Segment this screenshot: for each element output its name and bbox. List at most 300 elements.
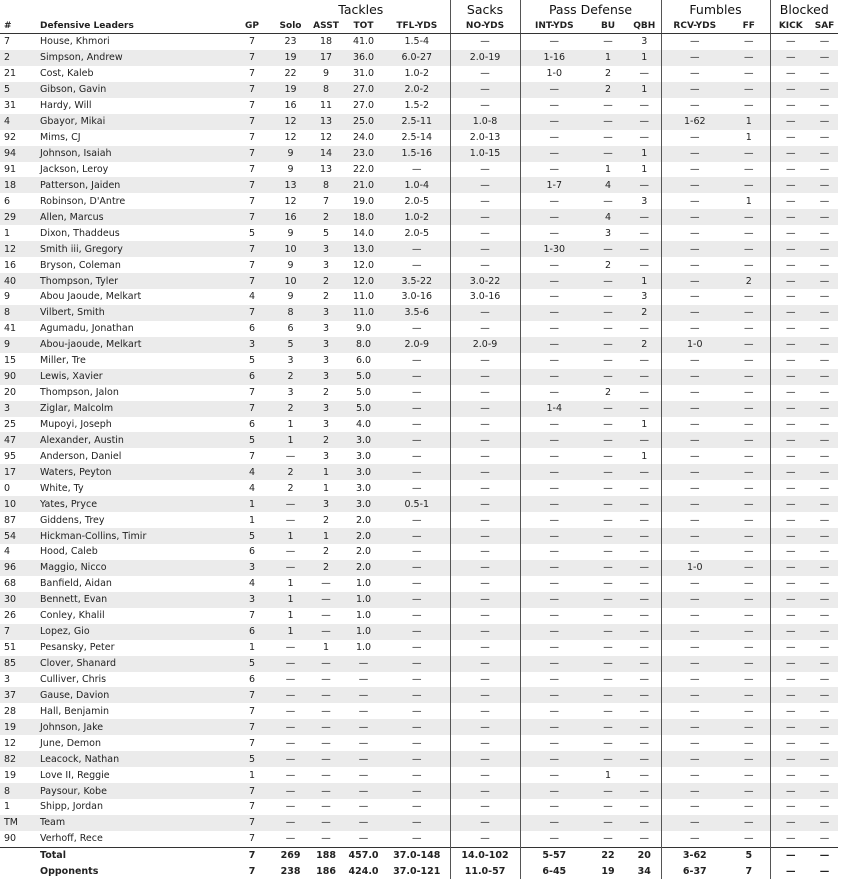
cell-asst: 12 xyxy=(319,132,333,144)
cell-gp: 6 xyxy=(232,624,272,640)
cell-int-yds: — xyxy=(520,417,588,433)
cell-number: 21 xyxy=(4,68,17,80)
cell-ff: — xyxy=(728,783,770,799)
cell-tfl-yds: — xyxy=(384,719,450,735)
cell-player-name: Johnson, Jake xyxy=(36,719,232,735)
cell-asst: 2 xyxy=(322,514,330,526)
cell-int-yds: — xyxy=(520,560,588,576)
cell-solo: 9 xyxy=(272,146,309,162)
cell-qbh: — xyxy=(639,578,650,590)
cell-sacks: — xyxy=(450,305,520,321)
cell-ff: — xyxy=(744,610,754,622)
cell-kick: — xyxy=(770,560,811,576)
cell-number: 54 xyxy=(0,528,36,544)
cell-ff: — xyxy=(744,418,754,430)
cell-bu: — xyxy=(603,132,613,144)
cell-number: 8 xyxy=(0,783,36,799)
cell-saf: — xyxy=(819,259,830,271)
cell-sacks: — xyxy=(450,353,520,369)
cell-saf: — xyxy=(811,241,838,257)
cell-ff: 1 xyxy=(745,132,752,144)
cell-number: 6 xyxy=(4,195,11,207)
cell-number: 41 xyxy=(4,323,17,335)
cell-int-yds: — xyxy=(520,767,588,783)
cell-saf: — xyxy=(819,514,830,526)
cell-kick: — xyxy=(770,385,811,401)
cell-tfl-yds: — xyxy=(412,259,422,271)
cell-gp: 7 xyxy=(248,705,256,717)
cell-tot: — xyxy=(358,705,369,717)
cell-int-yds: — xyxy=(520,448,588,464)
cell-kick: — xyxy=(770,815,811,831)
cell-tot: 3.0 xyxy=(343,496,384,512)
cell-solo: 19 xyxy=(272,82,309,98)
cell-kick: — xyxy=(770,353,811,369)
cell-ff: — xyxy=(744,68,754,80)
cell-int-yds: — xyxy=(520,703,588,719)
cell-player-name: Paysour, Kobe xyxy=(36,783,232,799)
cell-tot: 31.0 xyxy=(352,68,375,80)
cell-ff: — xyxy=(728,337,770,353)
cell-ff: — xyxy=(728,82,770,98)
cell-saf: — xyxy=(811,719,838,735)
cell-bu: 1 xyxy=(605,163,612,175)
cell-rcv-yds: — xyxy=(661,146,728,162)
cell-asst: 3 xyxy=(309,305,343,321)
cell-player-name: Anderson, Daniel xyxy=(40,450,122,462)
cell-kick: — xyxy=(770,799,811,815)
cell-sacks: — xyxy=(450,162,520,178)
cell-player-name: Mupoyi, Joseph xyxy=(40,418,112,430)
cell-bu: — xyxy=(588,432,628,448)
cell-solo: 3 xyxy=(287,387,294,399)
cell-player-name: Alexander, Austin xyxy=(36,432,232,448)
cell-tfl-yds: — xyxy=(412,450,422,462)
cell-player-name: Patterson, Jaiden xyxy=(36,177,232,193)
cell-qbh: — xyxy=(639,642,650,654)
player-row xyxy=(0,480,838,496)
cell-gp: 7 xyxy=(232,177,272,193)
cell-sacks: — xyxy=(450,241,520,257)
cell-player-name: June, Demon xyxy=(40,737,101,749)
cell-saf: — xyxy=(819,163,830,175)
cell-gp: 4 xyxy=(248,578,256,590)
cell-rcv-yds: — xyxy=(661,225,728,241)
cell-player-name: Mims, CJ xyxy=(40,132,81,144)
cell-ff: — xyxy=(728,50,770,66)
cell-qbh: — xyxy=(628,560,661,576)
cell-qbh: — xyxy=(628,751,661,767)
cell-tot: — xyxy=(343,656,384,672)
cell-player-name: Verhoff, Rece xyxy=(40,833,103,845)
cell-number: 15 xyxy=(4,355,17,367)
cell-number: 20 xyxy=(4,387,17,399)
cell-kick: — xyxy=(770,735,811,751)
cell-bu: — xyxy=(603,323,613,335)
cell-saf: — xyxy=(811,146,838,162)
cell-number: 37 xyxy=(0,687,36,703)
player-row xyxy=(0,82,838,98)
cell-sacks: — xyxy=(450,369,520,385)
cell-qbh: 1 xyxy=(628,146,661,162)
cell-asst: — xyxy=(309,624,343,640)
cell-rcv-yds: — xyxy=(661,432,728,448)
cell-tot: 1.0 xyxy=(355,642,372,654)
cell-qbh: — xyxy=(628,209,661,225)
cell-sacks: — xyxy=(450,656,520,672)
cell-tot: 5.0 xyxy=(343,401,384,417)
cell-gp: 3 xyxy=(232,592,272,608)
cell-sacks: 1.0-8 xyxy=(450,114,520,130)
cell-bu: — xyxy=(603,100,613,112)
cell-solo: — xyxy=(285,642,296,654)
cell-bu: — xyxy=(588,783,628,799)
cell-number: 7 xyxy=(4,36,11,48)
cell-rcv-yds: — xyxy=(661,464,728,480)
cell-ff: — xyxy=(728,528,770,544)
cell-kick: — xyxy=(770,321,811,337)
cell-gp: 5 xyxy=(232,528,272,544)
cell-qbh: — xyxy=(639,737,650,749)
col-header-saf: SAF xyxy=(811,18,838,34)
cell-int-yds: — xyxy=(520,209,588,225)
cell-player-name: Lewis, Xavier xyxy=(36,369,232,385)
cell-number: 29 xyxy=(0,209,36,225)
player-row xyxy=(0,321,838,337)
cell-kick: — xyxy=(770,528,811,544)
cell-number: 9 xyxy=(0,337,36,353)
cell-asst: 3 xyxy=(322,259,330,271)
cell-sacks: — xyxy=(450,831,520,847)
cell-tot: 2.0 xyxy=(343,528,384,544)
cell-bu: 4 xyxy=(588,177,628,193)
cell-solo: — xyxy=(272,815,309,831)
cell-ff: — xyxy=(728,815,770,831)
cell-int-yds: 6-45 xyxy=(520,863,588,879)
cell-sacks: — xyxy=(450,193,520,209)
cell-solo: 2 xyxy=(272,401,309,417)
group-blocked: Blocked xyxy=(770,0,838,18)
cell-player-name: Bennett, Evan xyxy=(36,592,232,608)
cell-number: 85 xyxy=(0,656,36,672)
cell-solo: — xyxy=(285,546,296,558)
cell-rcv-yds: — xyxy=(661,608,728,624)
cell-kick: — xyxy=(770,592,811,608)
cell-saf: — xyxy=(811,687,838,703)
cell-qbh: — xyxy=(639,259,650,271)
cell-rcv-yds: — xyxy=(661,496,728,512)
cell-kick: — xyxy=(770,257,811,273)
cell-number: TM xyxy=(0,815,36,831)
cell-rcv-yds: — xyxy=(661,448,728,464)
player-row xyxy=(0,672,838,688)
cell-qbh: — xyxy=(639,546,650,558)
cell-solo: 9 xyxy=(287,163,294,175)
cell-qbh: — xyxy=(639,833,650,845)
col-header-tot: TOT xyxy=(343,18,384,34)
cell-asst: 8 xyxy=(309,82,343,98)
cell-rcv-yds: — xyxy=(661,241,728,257)
cell-player-name: Jackson, Leroy xyxy=(40,163,109,175)
cell-int-yds: — xyxy=(520,432,588,448)
cell-saf: — xyxy=(811,464,838,480)
cell-player-name: White, Ty xyxy=(40,482,84,494)
cell-int-yds: — xyxy=(520,544,588,560)
cell-bu: — xyxy=(588,241,628,257)
cell-ff: — xyxy=(728,719,770,735)
cell-tfl-yds: 1.0-4 xyxy=(384,177,450,193)
cell-player-name: Abou Jaoude, Melkart xyxy=(40,291,142,303)
cell-player-name: Hood, Caleb xyxy=(40,546,98,558)
totals-row xyxy=(0,847,838,863)
cell-kick: — xyxy=(770,640,811,656)
cell-kick: — xyxy=(770,98,811,114)
player-row xyxy=(0,273,838,289)
cell-bu: — xyxy=(588,337,628,353)
cell-rcv-yds: — xyxy=(661,719,728,735)
cell-solo: — xyxy=(285,833,296,845)
cell-int-yds: — xyxy=(520,193,588,209)
cell-ff: — xyxy=(728,560,770,576)
cell-int-yds: — xyxy=(520,114,588,130)
cell-bu: — xyxy=(603,450,613,462)
cell-rcv-yds: — xyxy=(661,640,728,656)
cell-saf: — xyxy=(819,323,830,335)
cell-bu: 22 xyxy=(588,847,628,863)
player-row xyxy=(0,146,838,162)
cell-number: 2 xyxy=(0,50,36,66)
cell-saf: — xyxy=(819,355,830,367)
cell-qbh: 3 xyxy=(641,36,648,48)
cell-tfl-yds: 2.0-5 xyxy=(404,195,430,207)
cell-bu: 1 xyxy=(588,50,628,66)
cell-asst: — xyxy=(309,815,343,831)
cell-gp: 7 xyxy=(232,209,272,225)
cell-tfl-yds: 6.0-27 xyxy=(384,50,450,66)
cell-tot: 2.0 xyxy=(343,560,384,576)
cell-int-yds: — xyxy=(520,608,588,624)
cell-qbh: 20 xyxy=(628,847,661,863)
cell-rcv-yds: 3-62 xyxy=(661,847,728,863)
cell-tfl-yds: 2.0-2 xyxy=(384,82,450,98)
cell-asst: 2 xyxy=(322,387,330,399)
cell-tfl-yds: — xyxy=(384,656,450,672)
cell-tfl-yds: — xyxy=(384,432,450,448)
cell-rcv-yds: — xyxy=(661,401,728,417)
player-row xyxy=(0,98,838,114)
cell-bu: — xyxy=(588,815,628,831)
player-row xyxy=(0,544,838,560)
cell-gp: 5 xyxy=(232,751,272,767)
cell-tfl-yds: 3.5-6 xyxy=(384,305,450,321)
cell-rcv-yds: — xyxy=(661,815,728,831)
cell-kick: — xyxy=(770,703,811,719)
cell-solo: 12 xyxy=(272,114,309,130)
cell-tfl-yds: — xyxy=(412,642,422,654)
cell-bu: — xyxy=(603,578,613,590)
cell-number: 30 xyxy=(0,592,36,608)
cell-sacks: 2.0-13 xyxy=(450,130,520,146)
cell-gp: 6 xyxy=(248,673,256,685)
cell-sacks: — xyxy=(450,687,520,703)
cell-sacks: — xyxy=(450,177,520,193)
cell-sacks: — xyxy=(450,496,520,512)
cell-saf: — xyxy=(819,418,830,430)
player-row xyxy=(0,257,838,273)
cell-solo: 269 xyxy=(272,847,309,863)
cell-rcv-yds: — xyxy=(661,672,728,688)
cell-sacks: — xyxy=(450,34,520,50)
cell-sacks: — xyxy=(450,66,520,82)
cell-number: 12 xyxy=(4,737,17,749)
cell-solo: — xyxy=(272,719,309,735)
cell-rcv-yds: — xyxy=(661,767,728,783)
cell-sacks: 2.0-9 xyxy=(450,337,520,353)
cell-number: 94 xyxy=(0,146,36,162)
cell-player-name: Dixon, Thaddeus xyxy=(40,227,120,239)
cell-number: 3 xyxy=(0,401,36,417)
cell-asst: 9 xyxy=(322,68,330,80)
cell-rcv-yds: — xyxy=(661,66,728,82)
cell-asst: — xyxy=(309,783,343,799)
cell-sacks: — xyxy=(450,209,520,225)
cell-tfl-yds: — xyxy=(384,369,450,385)
cell-solo: 22 xyxy=(284,68,297,80)
cell-qbh: — xyxy=(628,114,661,130)
cell-kick: — xyxy=(770,114,811,130)
cell-gp: 7 xyxy=(248,36,256,48)
cell-qbh: — xyxy=(639,132,650,144)
cell-player-name: Waters, Peyton xyxy=(36,464,232,480)
cell-ff: — xyxy=(744,100,754,112)
cell-solo: — xyxy=(285,450,296,462)
cell-kick: — xyxy=(770,608,811,624)
cell-int-yds: — xyxy=(520,719,588,735)
cell-tfl-yds: — xyxy=(412,578,422,590)
cell-solo: 12 xyxy=(284,132,297,144)
col-header-qbh: QBH xyxy=(628,18,661,34)
cell-sacks: — xyxy=(450,767,520,783)
cell-bu: — xyxy=(603,482,613,494)
cell-gp: 7 xyxy=(232,401,272,417)
cell-bu: — xyxy=(603,546,613,558)
cell-bu: — xyxy=(588,305,628,321)
cell-qbh: — xyxy=(639,673,650,685)
cell-player-name: House, Khmori xyxy=(40,36,110,48)
cell-rcv-yds: 1-62 xyxy=(661,114,728,130)
cell-bu: — xyxy=(603,514,613,526)
cell-rcv-yds: — xyxy=(661,82,728,98)
player-row xyxy=(0,767,838,783)
cell-ff: 1 xyxy=(728,114,770,130)
cell-int-yds: — xyxy=(520,687,588,703)
cell-asst: 2 xyxy=(309,273,343,289)
cell-number: 25 xyxy=(4,418,17,430)
cell-bu: 2 xyxy=(588,82,628,98)
cell-saf: — xyxy=(811,751,838,767)
cell-rcv-yds: — xyxy=(661,289,728,305)
cell-asst: 1 xyxy=(322,482,330,494)
player-row xyxy=(0,34,838,50)
cell-int-yds: 1-4 xyxy=(520,401,588,417)
col-header-rcv-yds: RCV-YDS xyxy=(661,18,728,34)
cell-rcv-yds: 1-0 xyxy=(661,560,728,576)
group-pass-defense: Pass Defense xyxy=(520,0,661,18)
cell-sacks: 3.0-16 xyxy=(450,289,520,305)
cell-bu: — xyxy=(588,273,628,289)
cell-asst: — xyxy=(309,751,343,767)
cell-rcv-yds: — xyxy=(661,751,728,767)
cell-ff: — xyxy=(728,751,770,767)
col-header-tfl-yds: TFL-YDS xyxy=(384,18,450,34)
player-row xyxy=(0,687,838,703)
cell-saf: — xyxy=(811,815,838,831)
cell-asst: 186 xyxy=(316,865,336,877)
cell-player-name: Gibson, Gavin xyxy=(36,82,232,98)
col-header-int-yds: INT-YDS xyxy=(520,18,588,34)
cell-ff: — xyxy=(744,36,754,48)
cell-gp: 7 xyxy=(232,82,272,98)
cell-bu: — xyxy=(603,291,613,303)
cell-qbh: — xyxy=(628,624,661,640)
cell-bu: — xyxy=(603,801,613,813)
cell-rcv-yds: — xyxy=(661,34,728,50)
cell-tot: 5.0 xyxy=(343,369,384,385)
cell-qbh: 1 xyxy=(641,418,648,430)
cell-tfl-yds: — xyxy=(384,751,450,767)
cell-tot: 6.0 xyxy=(355,355,372,367)
player-row xyxy=(0,193,838,209)
cell-number: 0 xyxy=(4,482,11,494)
cell-kick: — xyxy=(770,448,811,464)
cell-tfl-yds: — xyxy=(412,482,422,494)
cell-number: 82 xyxy=(0,751,36,767)
cell-int-yds: — xyxy=(520,353,588,369)
cell-sacks: — xyxy=(450,528,520,544)
cell-tfl-yds: — xyxy=(412,546,422,558)
cell-ff: — xyxy=(728,401,770,417)
cell-player-name: Abou-jaoude, Melkart xyxy=(36,337,232,353)
cell-tot: — xyxy=(343,719,384,735)
cell-asst: 3 xyxy=(309,241,343,257)
cell-qbh: 3 xyxy=(641,291,648,303)
cell-saf: — xyxy=(819,865,830,877)
cell-kick: — xyxy=(770,273,811,289)
cell-tot: 1.0 xyxy=(343,592,384,608)
cell-gp: 6 xyxy=(232,369,272,385)
cell-qbh: 1 xyxy=(641,450,648,462)
cell-saf: — xyxy=(819,737,830,749)
cell-solo: — xyxy=(272,496,309,512)
player-row xyxy=(0,624,838,640)
cell-rcv-yds: — xyxy=(661,50,728,66)
cell-gp: 4 xyxy=(248,482,256,494)
cell-tfl-yds: — xyxy=(412,163,422,175)
cell-saf: — xyxy=(811,496,838,512)
cell-solo: 13 xyxy=(272,177,309,193)
cell-bu: — xyxy=(588,464,628,480)
cell-solo: 1 xyxy=(272,592,309,608)
cell-player-name: Smith iii, Gregory xyxy=(36,241,232,257)
cell-player-name: Thompson, Jalon xyxy=(40,387,119,399)
cell-tfl-yds: 2.0-5 xyxy=(404,227,430,239)
cell-int-yds: — xyxy=(520,735,588,751)
cell-solo: — xyxy=(285,801,296,813)
cell-bu: — xyxy=(588,719,628,735)
cell-player-name: Cost, Kaleb xyxy=(40,68,94,80)
cell-saf: — xyxy=(819,387,830,399)
cell-kick: — xyxy=(770,241,811,257)
